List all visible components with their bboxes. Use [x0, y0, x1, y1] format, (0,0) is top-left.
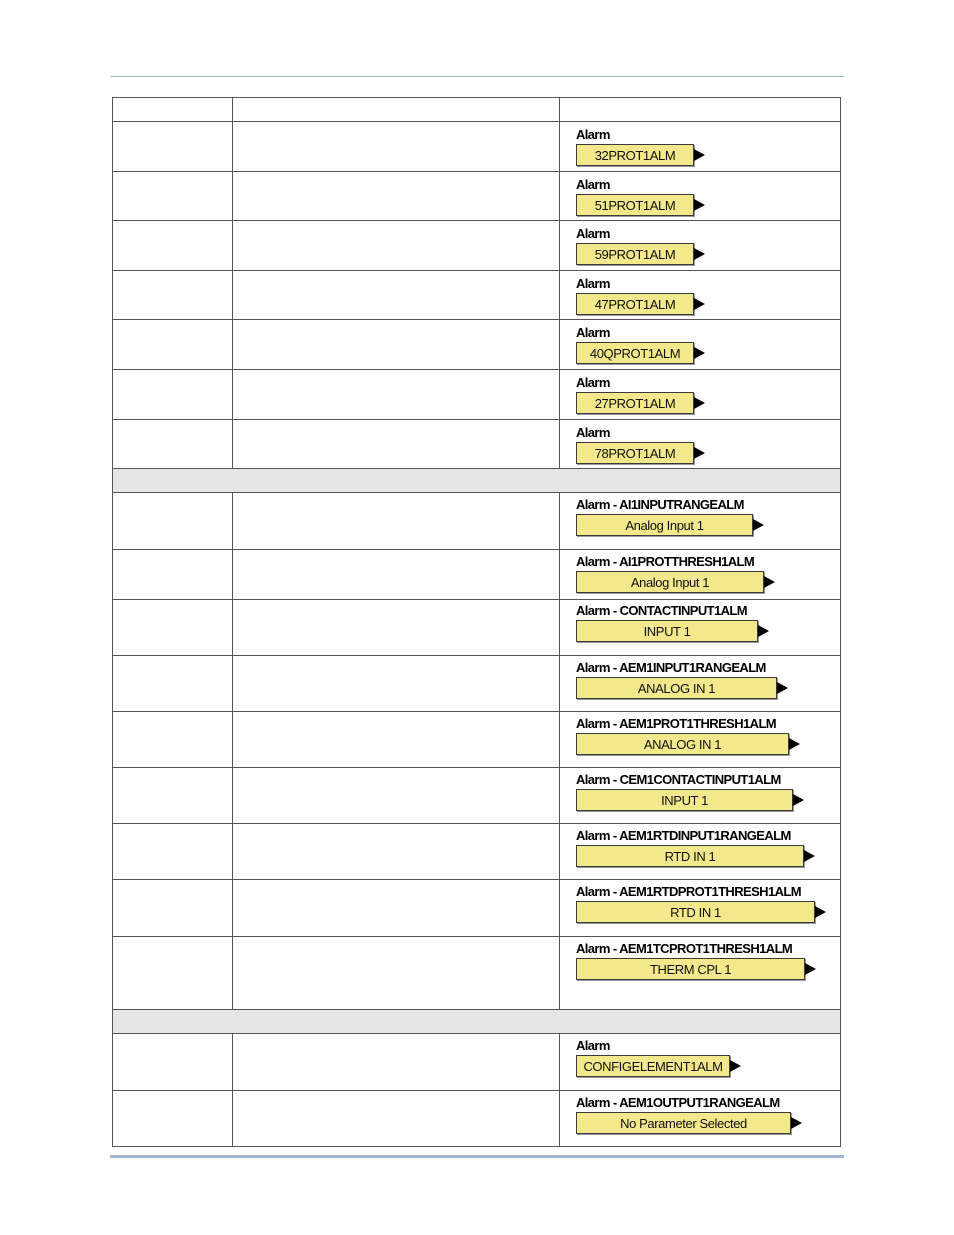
header-cell-1 — [113, 98, 233, 121]
output-arrow-icon — [804, 850, 815, 862]
element-label: INPUT 1 — [643, 623, 691, 639]
section-row — [112, 1009, 841, 1033]
table-row — [112, 823, 841, 879]
table-row — [112, 319, 841, 369]
element-label: INPUT 1 — [661, 792, 708, 808]
element-label: RTD IN 1 — [664, 848, 716, 864]
element-block — [576, 144, 694, 166]
output-arrow-icon — [764, 576, 775, 588]
logic-element — [576, 178, 694, 216]
output-arrow-icon — [793, 794, 804, 806]
element-title: Alarm - AI1PROTTHRESH1ALM — [576, 554, 755, 569]
table-row — [112, 549, 841, 599]
element-block — [576, 243, 694, 265]
output-arrow-icon — [694, 149, 705, 161]
output-arrow-icon — [777, 682, 788, 694]
output-arrow-icon — [815, 906, 826, 918]
logic-element — [576, 227, 694, 265]
element-label: RTD IN 1 — [670, 904, 721, 920]
logic-element — [576, 376, 694, 414]
element-title: Alarm — [576, 375, 610, 390]
output-arrow-icon — [753, 519, 764, 531]
element-block — [576, 901, 815, 923]
output-arrow-icon — [805, 963, 816, 975]
output-arrow-icon — [694, 199, 705, 211]
header-rule — [110, 76, 844, 77]
element-label: 47PROT1ALM — [594, 296, 676, 312]
output-arrow-icon — [694, 347, 705, 359]
table-header-row — [112, 97, 841, 121]
element-title: Alarm - CEM1CONTACTINPUT1ALM — [576, 772, 781, 787]
table-row — [112, 121, 841, 171]
logic-element — [576, 426, 694, 464]
element-block — [576, 620, 758, 642]
logic-element — [576, 885, 815, 923]
output-arrow-icon — [758, 625, 769, 637]
element-block — [576, 677, 777, 699]
output-arrow-icon — [694, 397, 705, 409]
logic-element — [576, 128, 694, 166]
logic-element — [576, 555, 764, 593]
output-arrow-icon — [694, 298, 705, 310]
element-title: Alarm - AEM1PROT1THRESH1ALM — [576, 716, 777, 731]
element-label: 51PROT1ALM — [594, 197, 676, 213]
logic-element — [576, 829, 804, 867]
table-row — [112, 1090, 841, 1147]
element-title: Alarm — [576, 276, 610, 291]
table-row — [112, 711, 841, 767]
element-label: Analog Input 1 — [625, 517, 704, 533]
element-block — [576, 733, 789, 755]
header-cell-2 — [233, 98, 560, 121]
element-title: Alarm - AEM1TCPROT1THRESH1ALM — [576, 941, 793, 956]
table-row — [112, 879, 841, 936]
element-block — [576, 1112, 791, 1134]
logic-element — [576, 661, 777, 699]
footer-rule — [110, 1155, 844, 1158]
section-row — [112, 468, 841, 492]
element-title: Alarm - AI1INPUTRANGEALM — [576, 497, 744, 512]
element-block — [576, 571, 764, 593]
logic-element — [576, 942, 805, 980]
table-row — [112, 369, 841, 419]
element-block — [576, 342, 694, 364]
logic-element — [576, 717, 789, 755]
table-row — [112, 1033, 841, 1090]
element-title: Alarm — [576, 425, 610, 440]
element-title: Alarm — [576, 226, 610, 241]
element-title: Alarm — [576, 127, 610, 142]
element-label: 78PROT1ALM — [594, 445, 676, 461]
element-title: Alarm — [576, 177, 610, 192]
table-row — [112, 936, 841, 1009]
output-arrow-icon — [694, 447, 705, 459]
element-block — [576, 958, 805, 980]
element-label: No Parameter Selected — [620, 1115, 747, 1131]
output-arrow-icon — [694, 248, 705, 260]
logic-element — [576, 277, 694, 315]
element-label: ANALOG IN 1 — [637, 680, 716, 696]
element-title: Alarm - AEM1RTDINPUT1RANGEALM — [576, 828, 791, 843]
element-title: Alarm — [576, 1038, 610, 1053]
element-label: Analog Input 1 — [630, 574, 710, 590]
alarm-logic-table — [112, 97, 841, 1147]
output-arrow-icon — [791, 1117, 802, 1129]
element-title: Alarm — [576, 325, 610, 340]
element-block — [576, 392, 694, 414]
output-arrow-icon — [789, 738, 800, 750]
element-block — [576, 1055, 730, 1077]
logic-element — [576, 1096, 791, 1134]
element-title: Alarm - AEM1OUTPUT1RANGEALM — [576, 1095, 780, 1110]
element-block — [576, 514, 753, 536]
logic-element — [576, 604, 758, 642]
table-row — [112, 599, 841, 655]
element-label: 40QPROT1ALM — [589, 345, 681, 361]
table-row — [112, 767, 841, 823]
element-label: ANALOG IN 1 — [643, 736, 722, 752]
output-arrow-icon — [730, 1060, 741, 1072]
element-title: Alarm - AEM1RTDPROT1THRESH1ALM — [576, 884, 801, 899]
logic-element — [576, 326, 694, 364]
element-label: 32PROT1ALM — [594, 147, 676, 163]
table-row — [112, 419, 841, 468]
logic-element — [576, 1039, 730, 1077]
element-label: THERM CPL 1 — [649, 961, 732, 977]
element-label: CONFIGELEMENT1ALM — [583, 1058, 723, 1074]
element-title: Alarm - AEM1INPUT1RANGEALM — [576, 660, 766, 675]
element-block — [576, 442, 694, 464]
table-row — [112, 171, 841, 220]
header-cell-3 — [560, 98, 840, 121]
table-row — [112, 270, 841, 319]
element-block — [576, 789, 793, 811]
element-label: 27PROT1ALM — [594, 395, 676, 411]
element-block — [576, 293, 694, 315]
table-row — [112, 220, 841, 270]
element-title: Alarm - CONTACTINPUT1ALM — [576, 603, 747, 618]
element-block — [576, 194, 694, 216]
table-row — [112, 492, 841, 549]
logic-element — [576, 773, 793, 811]
element-block — [576, 845, 804, 867]
logic-element — [576, 498, 753, 536]
table-row — [112, 655, 841, 711]
element-label: 59PROT1ALM — [594, 246, 676, 262]
